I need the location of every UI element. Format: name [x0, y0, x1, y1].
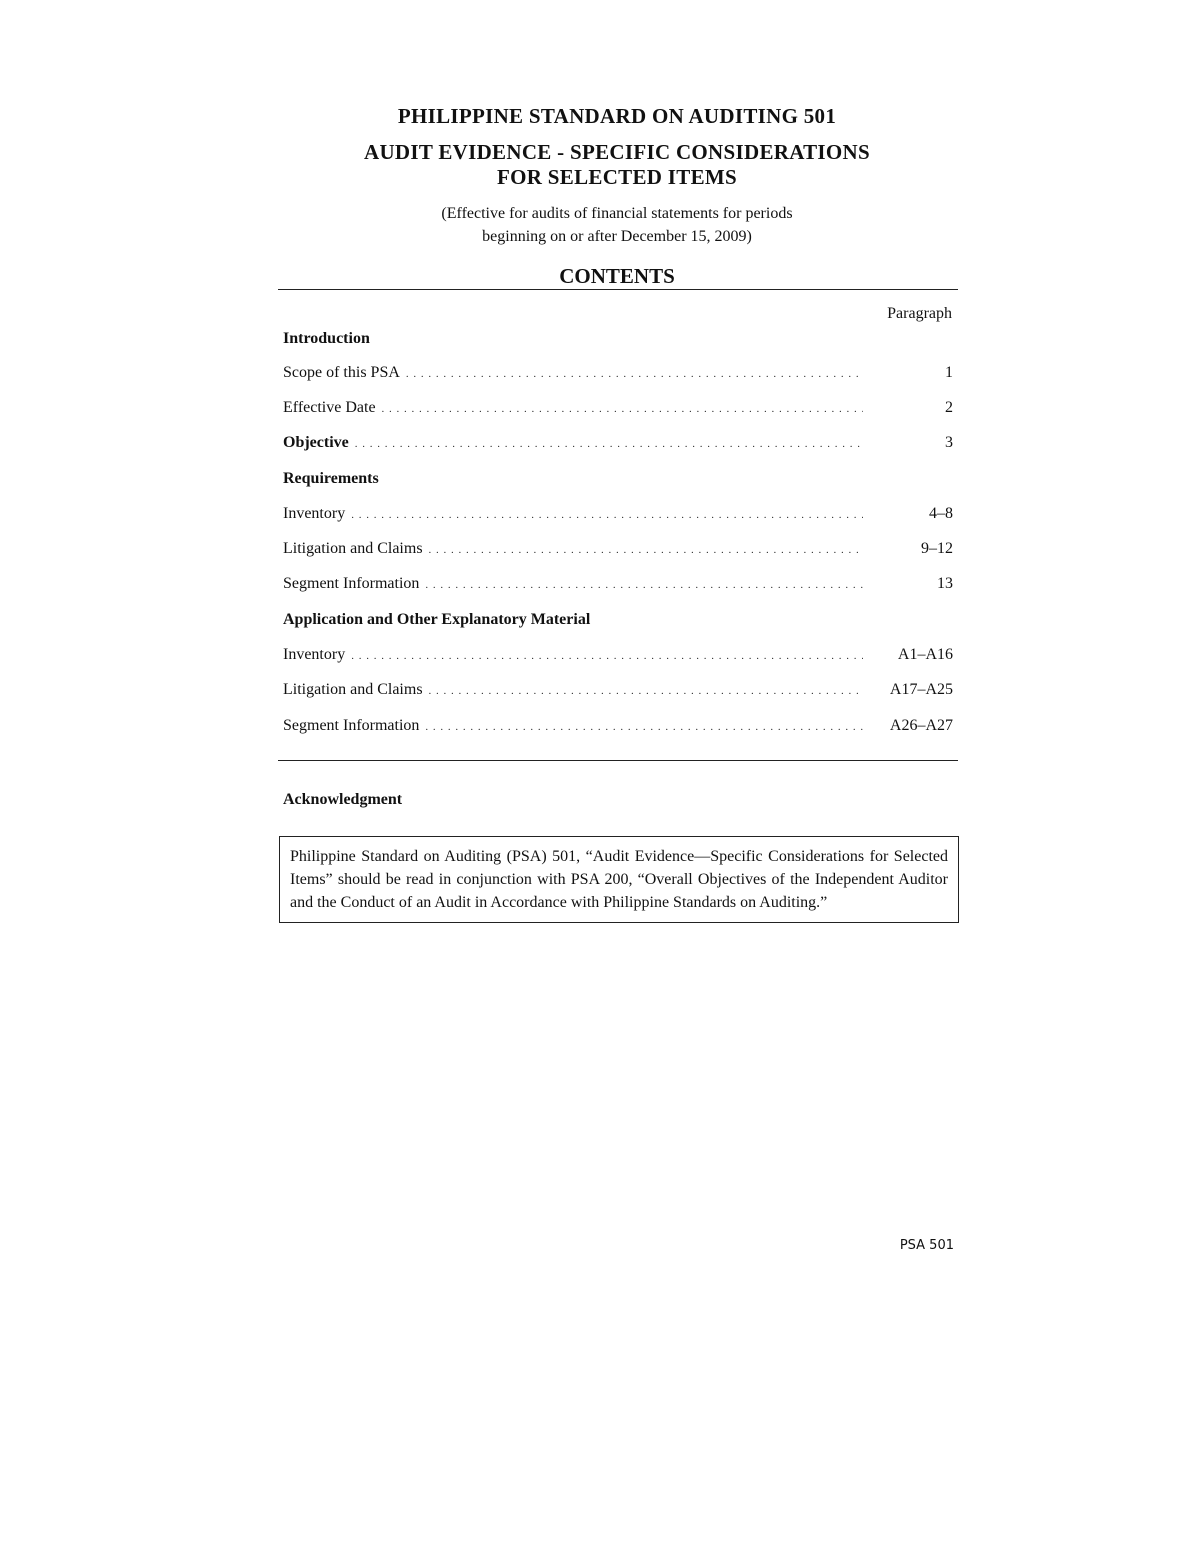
dot-leader: [429, 685, 863, 697]
contents-top-rule: [278, 289, 958, 290]
toc-entry-label: Objective: [283, 434, 349, 451]
toc-entry-paragraph: 13: [937, 575, 953, 592]
dot-leader: [406, 368, 863, 380]
acknowledgment-box: Philippine Standard on Auditing (PSA) 501, “Audit Evidence—Specific Considerations for Selected Items” should be read in conjunction with PSA 200, “Overall Objectives of the Independent Auditor and the Conduct of an Audit in Accordance with Philippine Standards on Auditing.”: [279, 836, 959, 923]
toc-entry-label: Inventory: [283, 505, 346, 522]
toc-entry-paragraph: 9–12: [921, 540, 953, 557]
toc-entry-effective-date[interactable]: [283, 399, 953, 421]
toc-section-introduction: Introduction: [283, 330, 370, 347]
toc-entry-label: Segment Information: [283, 717, 420, 734]
toc-entry-label: Litigation and Claims: [283, 681, 423, 698]
dot-leader: [351, 509, 863, 521]
subject-title-line2: FOR SELECTED ITEMS: [497, 165, 737, 189]
toc-entry-inventory[interactable]: [283, 505, 953, 527]
dot-leader: [382, 403, 863, 415]
acknowledgment-heading: Acknowledgment: [283, 791, 403, 808]
contents-bottom-rule: [278, 760, 958, 761]
toc-section-application: Application and Other Explanatory Material: [283, 611, 591, 628]
toc-entry-paragraph: A1–A16: [897, 646, 953, 663]
toc-entry-paragraph: A17–A25: [889, 681, 953, 698]
contents-heading: CONTENTS: [559, 264, 675, 288]
dot-leader: [429, 544, 863, 556]
effective-date-note: [0, 202, 1200, 248]
toc-entry-label: Inventory: [283, 646, 346, 663]
toc-entry-litigation-application[interactable]: [283, 681, 953, 703]
toc-entry-label: Litigation and Claims: [283, 540, 423, 557]
effective-note-line2: beginning on or after December 15, 2009): [482, 228, 752, 245]
dot-leader: [355, 438, 863, 450]
toc-entry-paragraph: 2: [945, 399, 953, 416]
toc-entry-scope[interactable]: [283, 364, 953, 386]
toc-entry-paragraph: 3: [945, 434, 953, 451]
toc-entry-label: Segment Information: [283, 575, 420, 592]
toc-entry-paragraph: 4–8: [929, 505, 953, 522]
subject-title: [0, 140, 1200, 190]
dot-leader: [351, 650, 863, 662]
toc-entry-paragraph: 1: [945, 364, 953, 381]
toc-entry-inventory-application[interactable]: [283, 646, 953, 668]
effective-note-line1: (Effective for audits of financial statements for periods: [441, 205, 793, 222]
toc-entry-objective[interactable]: [283, 434, 953, 456]
subject-title-line1: AUDIT EVIDENCE - SPECIFIC CONSIDERATIONS: [364, 140, 870, 164]
dot-leader: [425, 579, 863, 591]
toc-entry-litigation[interactable]: [283, 540, 953, 562]
paragraph-column-header: Paragraph: [887, 305, 952, 322]
toc-entry-label: Scope of this PSA: [283, 364, 400, 381]
toc-entry-label: Effective Date: [283, 399, 376, 416]
standard-title: PHILIPPINE STANDARD ON AUDITING 501: [397, 104, 837, 128]
dot-leader: [425, 721, 863, 733]
toc-entry-paragraph: A26–A27: [889, 717, 953, 734]
toc-entry-segment[interactable]: [283, 575, 953, 597]
page-footer-label: PSA 501: [899, 1238, 954, 1253]
toc-section-requirements: Requirements: [283, 470, 379, 487]
toc-entry-segment-application[interactable]: [283, 717, 953, 739]
